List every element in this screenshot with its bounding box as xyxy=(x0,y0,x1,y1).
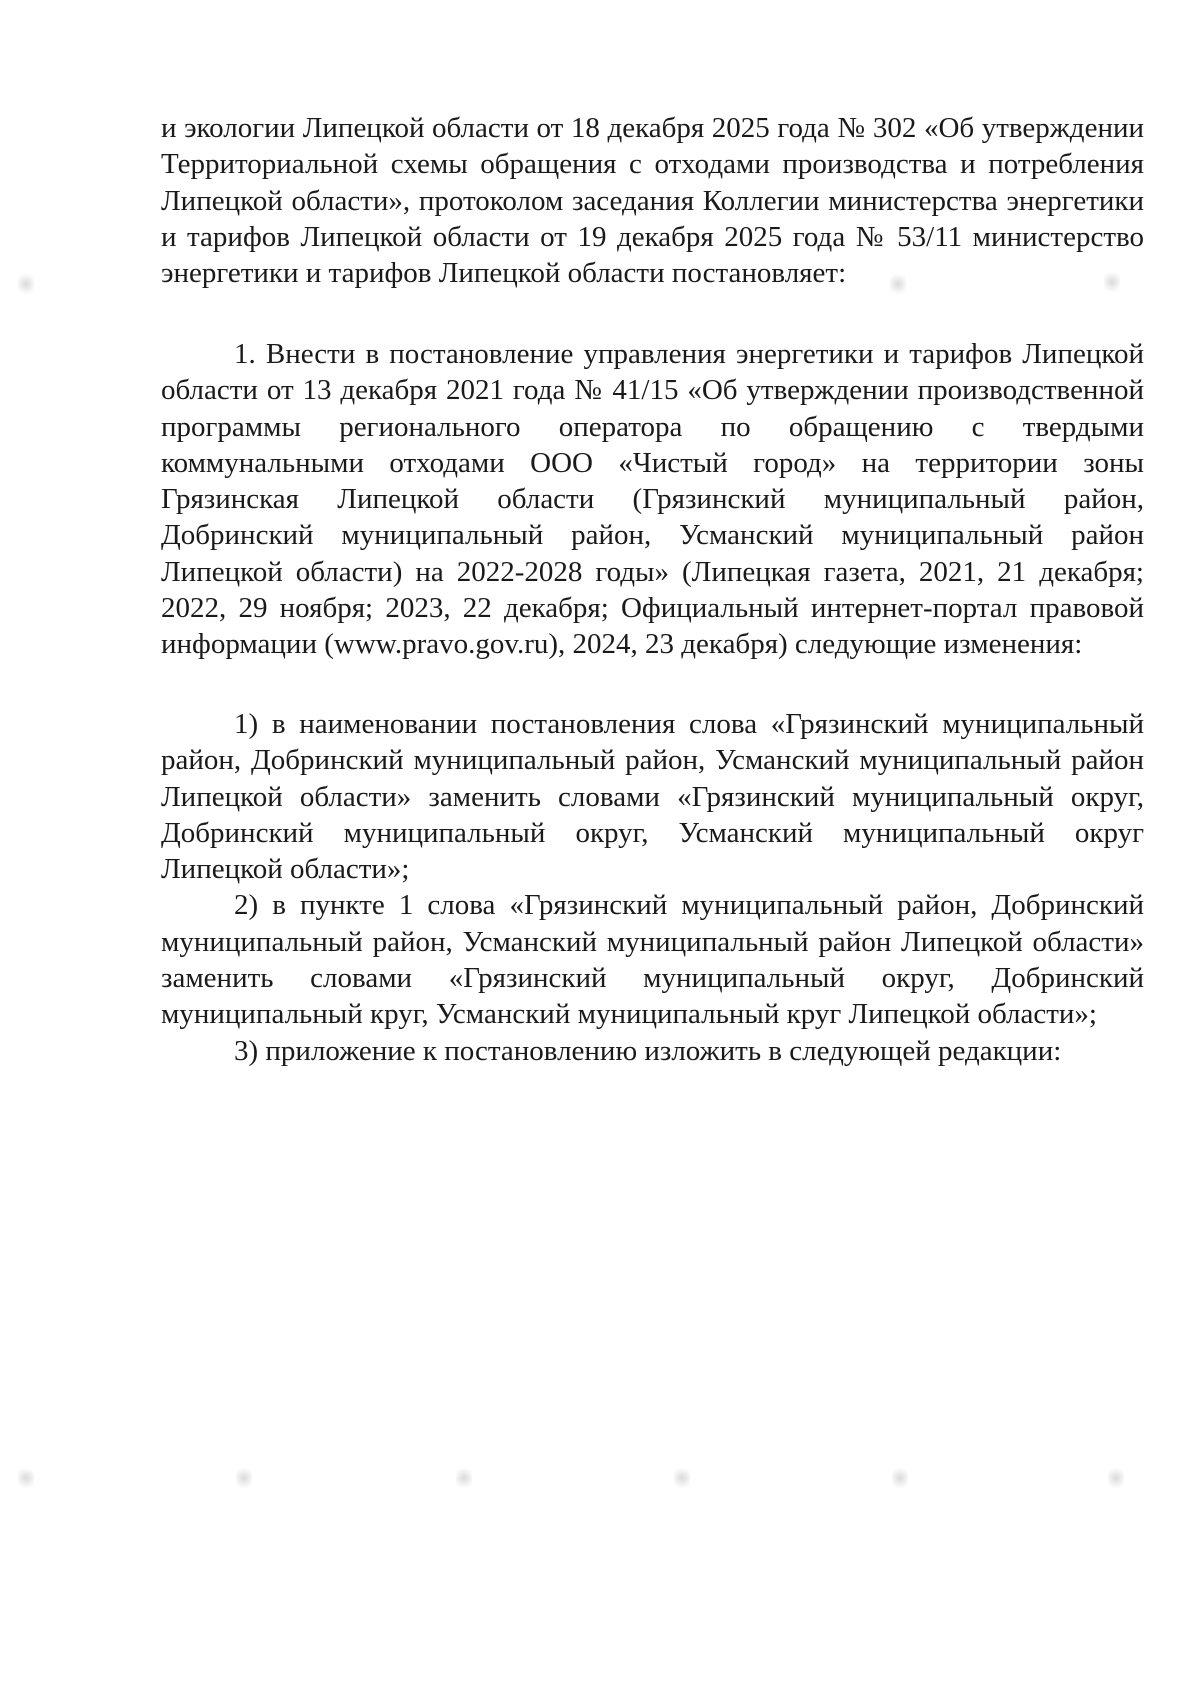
scan-speck xyxy=(18,272,34,296)
item-1-paragraph: 1. Внести в постановление управления энергетики и тарифов Липецкой области от 13 декабря 2021 года № 41/15 «Об утверждении производственной программы регионального оператора по обращению с твердыми коммунальными отходами ООО «Чистый город» на территории зоны Грязинская Липецкой области (Грязинский муниципальный район, Добринский муниципальный район, Усманский муниципальный район Липецкой области) на 2022-2028 годы» (Липецкая газета, 2021, 21 декабря; 2022, 29 ноября; 2023, 22 декабря; Официальный интернет-портал правовой информации (www.pravo.gov.ru), 2024, 23 декабря) следующие изменения: xyxy=(161,338,1144,661)
item-1-section xyxy=(161,336,1144,663)
scan-speck xyxy=(1104,270,1120,294)
intro-section xyxy=(161,110,1144,291)
subitem-1: 1) в наименовании постановления слова «Грязинский муниципальный район, Добринский муниципальный район, Усманский муниципальный район Липецкой области» заменить словами «Грязинский муниципальный округ, Добринский муниципальный округ, Усманский муниципальный округ Липецкой области»; xyxy=(161,708,1144,886)
scan-speck xyxy=(890,272,906,296)
intro-paragraph: и экологии Липецкой области от 18 декабря 2025 года № 302 «Об утверждении Территориальной схемы обращения с отходами производства и потребления Липецкой области», протоколом заседания Коллегии министерства энергетики и тарифов Липецкой области от 19 декабря 2025 года № 53/11 министерство энергетики и тарифов Липецкой области постановляет: xyxy=(161,112,1144,290)
subitems-section xyxy=(161,706,1144,1069)
scan-speck xyxy=(674,1466,690,1490)
scan-speck xyxy=(892,1466,908,1490)
scan-speck xyxy=(456,1466,472,1490)
subitem-3: 3) приложение к постановлению изложить в следующей редакции: xyxy=(234,1034,1062,1067)
scan-speck xyxy=(236,1466,252,1490)
scan-speck xyxy=(1108,1466,1124,1490)
subitem-2: 2) в пункте 1 слова «Грязинский муниципальный район, Добринский муниципальный район, Усманский муниципальный район Липецкой области» заменить словами «Грязинский муниципальный округ, Добринский муниципальный круг, Усманский муниципальный круг Липецкой области»; xyxy=(161,889,1144,1031)
scan-speck xyxy=(18,1466,34,1490)
